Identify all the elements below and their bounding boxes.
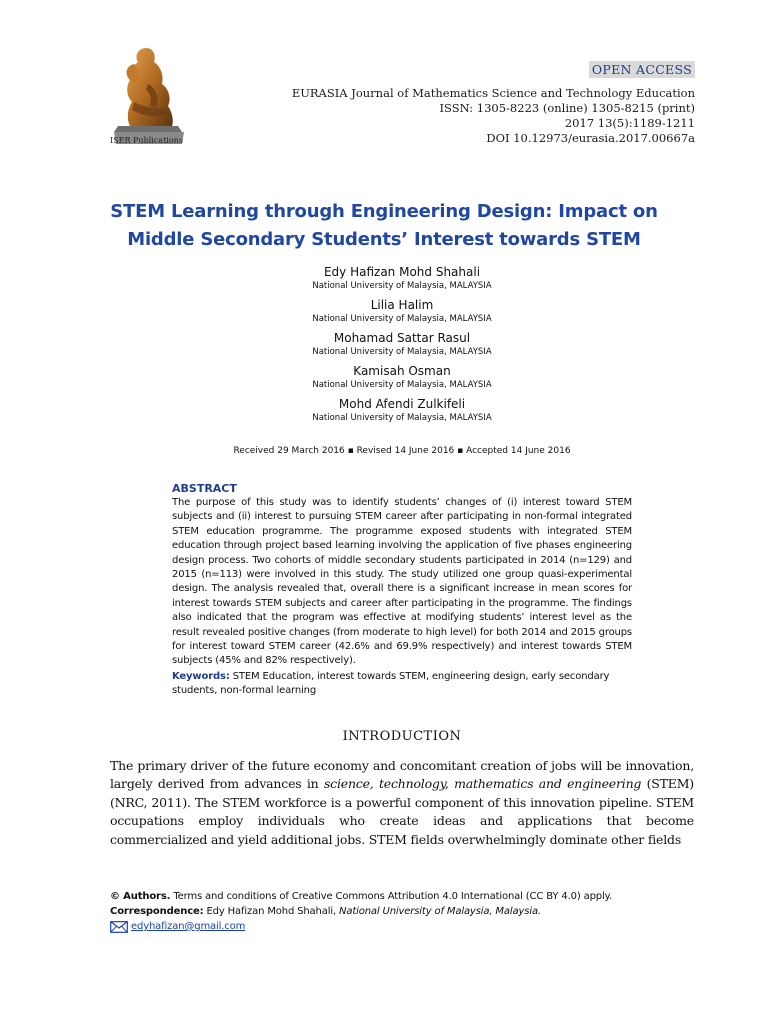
intro-text-italic: science, technology, mathematics and engineering xyxy=(323,776,642,792)
email-row xyxy=(110,919,710,934)
author-affiliation: National University of Malaysia, MALAYSIA xyxy=(312,380,492,390)
correspondence-label: Correspondence: xyxy=(110,906,204,917)
abstract-heading: ABSTRACT xyxy=(172,482,237,495)
journal-name: EURASIA Journal of Mathematics Science and Technology Education xyxy=(291,86,695,100)
submission-dates: Received 29 March 2016 ▪ Revised 14 June 2016 ▪ Accepted 14 June 2016 xyxy=(233,446,571,456)
journal-issn: ISSN: 1305-8223 (online) 1305-8215 (print) xyxy=(439,101,695,115)
journal-info xyxy=(292,86,695,146)
keywords-text: STEM Education, interest towards STEM, engineering design, early secondary students, non-formal learning xyxy=(172,671,610,697)
author-affiliation: National University of Malaysia, MALAYSIA xyxy=(312,314,492,324)
author-list xyxy=(110,264,694,429)
author-affiliation: National University of Malaysia, MALAYSIA xyxy=(312,281,492,291)
intro-text-part-1: The primary driver of the future economy and concomitant creation of jobs will be innovation, largely derived from advances in xyxy=(110,758,694,792)
paper-title xyxy=(60,198,708,254)
mail-icon xyxy=(110,921,128,933)
correspondence-affiliation: National University of Malaysia, Malaysia. xyxy=(339,906,541,917)
copyright-label: © Authors. xyxy=(110,891,171,902)
abstract-body: The purpose of this study was to identify students’ changes of (i) interest toward STEM subjects and (ii) interest to pursuing STEM career after participating in non-formal integrated STEM education programme. The programme exposed students with integrated STEM education through project based learning involving the application of five phases engineering design process. Two cohorts of middle secondary students participated in 2014 (n=129) and 2015 (n=113) were involved in this study. The study utilized one group quasi-experimental design. The analysis revealed that, overall there is a significant increase in mean scores for interest towards STEM subjects and career after participating in the programme. The findings also indicated that the program was effective at modifying students’ interest level as the result revealed positive changes (from moderate to high level) for both 2014 and 2015 groups for interest toward STEM career (42.6% and 69.9% respectively) and interest towards STEM subjects (45% and 82% respectively). xyxy=(172,497,632,667)
journal-doi: DOI 10.12973/eurasia.2017.00667a xyxy=(486,131,695,145)
introduction-body xyxy=(110,757,694,849)
author-name: Mohd Afendi Zulkifeli xyxy=(338,397,466,411)
section-heading-introduction: INTRODUCTION xyxy=(342,729,462,744)
publisher-name: ISER Publications xyxy=(110,136,183,145)
author-name: Edy Hafizan Mohd Shahali xyxy=(323,265,481,279)
correspondence-name: Edy Hafizan Mohd Shahali, xyxy=(203,906,340,917)
author-name: Mohamad Sattar Rasul xyxy=(333,331,471,345)
author-name: Kamisah Osman xyxy=(353,364,451,378)
author-affiliation: National University of Malaysia, MALAYSIA xyxy=(312,347,492,357)
copyright-line xyxy=(110,889,710,904)
thinker-statue-icon xyxy=(108,40,190,150)
intro-text-part-2: (STEM) (NRC, 2011). The STEM workforce is a powerful component of this innovation pipeline. STEM occupations employ individuals who create ideas and applications that become commercialized and yield additional jobs. STEM fields overwhelmingly dominate other fields xyxy=(110,776,694,847)
keywords-label: Keywords: xyxy=(172,671,230,682)
author-affiliation: National University of Malaysia, MALAYSIA xyxy=(312,413,492,423)
page-footer xyxy=(110,889,710,934)
paper-title-line-2: Middle Secondary Students’ Interest towards STEM xyxy=(127,229,641,250)
paper-title-line-1: STEM Learning through Engineering Design: Impact on xyxy=(110,201,658,222)
journal-volume: 2017 13(5):1189-1211 xyxy=(564,116,695,130)
author-name: Lilia Halim xyxy=(370,298,434,312)
open-access-badge: OPEN ACCESS xyxy=(589,61,695,78)
email-link[interactable]: edyhafizan@gmail.com xyxy=(131,921,246,932)
correspondence-line xyxy=(110,904,710,919)
keywords xyxy=(172,670,632,699)
publisher-logo xyxy=(108,40,190,150)
copyright-text: Terms and conditions of Creative Commons Attribution 4.0 International (CC BY 4.0) apply. xyxy=(170,891,612,902)
